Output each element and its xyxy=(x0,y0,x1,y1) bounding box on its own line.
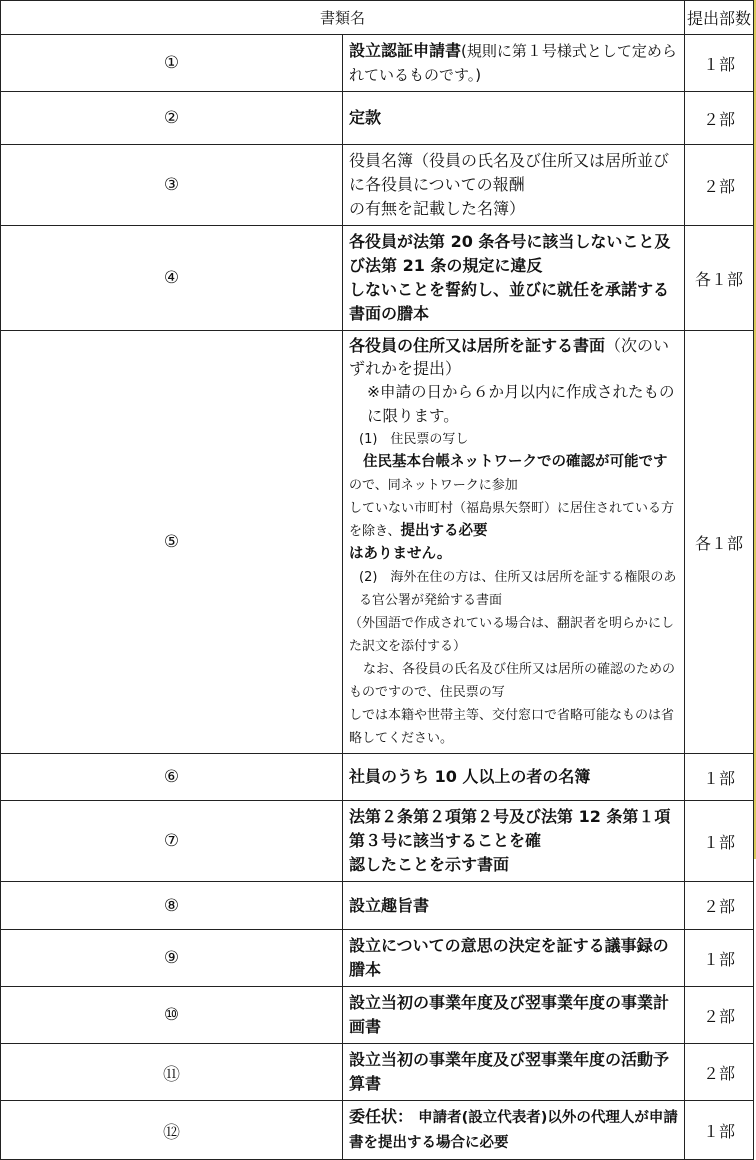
row-count: 各１部 xyxy=(685,331,754,754)
row-number: ④ xyxy=(1,226,343,331)
row-count: １部 xyxy=(685,1101,754,1160)
table-row xyxy=(1,331,754,754)
header-count: 提出部数 xyxy=(685,1,754,35)
row-number: ⑥ xyxy=(1,754,343,801)
row-number: ③ xyxy=(1,145,343,226)
row-number: ⑩ xyxy=(1,987,343,1044)
row-count: １部 xyxy=(685,35,754,92)
row-title: 設立当初の事業年度及び翌事業年度の事業計画書 xyxy=(343,987,685,1044)
row-title: 各役員が法第 20 条各号に該当しないこと及び法第 21 条の規定に違反 しないことを誓約し、並びに就任を承諾する書面の謄本 xyxy=(343,226,685,331)
row-title: 設立認証申請書(規則に第１号様式として定められているものです。) xyxy=(343,35,685,92)
row-number: ① xyxy=(1,35,343,92)
table-row xyxy=(1,1101,754,1160)
row-title: 設立趣旨書 xyxy=(343,882,685,930)
row-count: ２部 xyxy=(685,1044,754,1101)
row-title: 役員名簿（役員の氏名及び住所又は居所並びに各役員についての報酬 の有無を記載した名簿） xyxy=(343,145,685,226)
row-number: ② xyxy=(1,92,343,145)
row-title: 社員のうち 10 人以上の者の名簿 xyxy=(343,754,685,801)
row-title: 委任状： 申請者(設立代表者)以外の代理人が申請書を提出する場合に必要 xyxy=(343,1101,685,1160)
row-number: ⑦ xyxy=(1,801,343,882)
row-title: 各役員の住所又は居所を証する書面（次のいずれかを提出） ※申請の日から６か月以内に作成されたものに限ります。 (1) 住民票の写し 住民基本台帳ネットワークでの確認が可能ですので、同ネットワークに参加 していない市町村（福島県矢祭町）に居住されている方を除き、提出する必要 はありません。 (2) 海外在住の方は、住所又は居所を証する権限のある官公署が発給する書面 （外国語で作成されている場合は、翻訳者を明らかにした訳文を添付する） なお、各役員の氏名及び住所又は居所の確認のためのものですので、住民票の写 しでは本籍や世帯主等、交付窓口で省略可能なものは省略してください。 xyxy=(343,331,685,754)
row-number: ⑪ xyxy=(1,1044,343,1101)
table-row xyxy=(1,226,754,331)
row-count: １部 xyxy=(685,801,754,882)
table-row xyxy=(1,1044,754,1101)
row-title: 設立当初の事業年度及び翌事業年度の活動予算書 xyxy=(343,1044,685,1101)
row-count: １部 xyxy=(685,930,754,987)
row-count: ２部 xyxy=(685,987,754,1044)
table-row xyxy=(1,754,754,801)
table-row xyxy=(1,145,754,226)
row-count: ２部 xyxy=(685,92,754,145)
table-row xyxy=(1,801,754,882)
row-number: ⑨ xyxy=(1,930,343,987)
table-header-row xyxy=(1,1,754,35)
table-row xyxy=(1,882,754,930)
row-number: ⑫ xyxy=(1,1101,343,1160)
row-title: 法第２条第２項第２号及び法第 12 条第１項第３号に該当することを確 認したことを示す書面 xyxy=(343,801,685,882)
row-count: １部 xyxy=(685,754,754,801)
table-row xyxy=(1,987,754,1044)
row-count: 各１部 xyxy=(685,226,754,331)
row-number: ⑤ xyxy=(1,331,343,754)
header-name: 書類名 xyxy=(1,1,685,35)
table-row xyxy=(1,92,754,145)
row-title: 設立についての意思の決定を証する議事録の謄本 xyxy=(343,930,685,987)
row-count: ２部 xyxy=(685,882,754,930)
row-number: ⑧ xyxy=(1,882,343,930)
table-row xyxy=(1,930,754,987)
row-count: ２部 xyxy=(685,145,754,226)
row-title: 定款 xyxy=(343,92,685,145)
table-row xyxy=(1,35,754,92)
